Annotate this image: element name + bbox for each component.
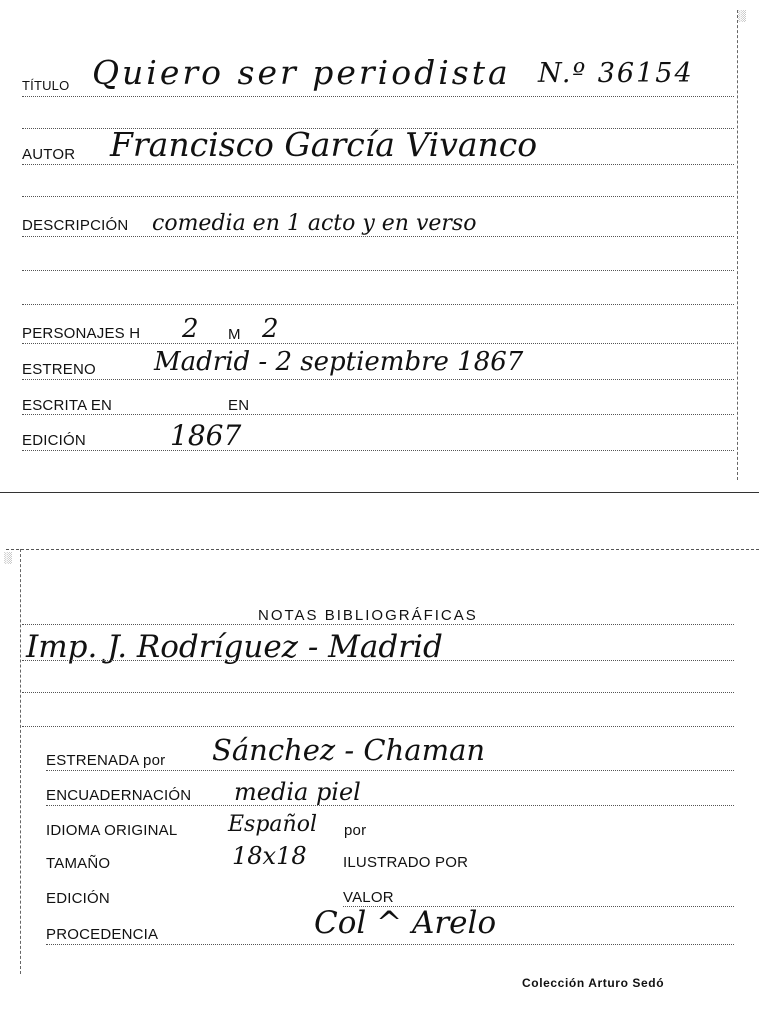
en-label: EN	[228, 397, 250, 414]
edicion-line	[22, 450, 734, 451]
personajes-label: PERSONAJES H	[22, 325, 141, 342]
procedencia-line	[46, 944, 734, 945]
escrita-line	[22, 414, 734, 415]
personajes-line	[22, 343, 734, 344]
titulo-line	[22, 96, 734, 97]
tamano-value: 18x18	[232, 842, 307, 870]
estreno-line	[22, 379, 734, 380]
card-left-edge	[20, 549, 21, 974]
estreno-value: Madrid - 2 septiembre 1867	[154, 347, 524, 377]
ruled-line	[22, 196, 734, 197]
autor-line	[22, 164, 734, 165]
ruled-line	[22, 270, 734, 271]
ilustrado-label: ILUSTRADO POR	[343, 854, 469, 871]
paper-specks: ░	[738, 10, 747, 22]
estrenada-label: ESTRENADA por	[46, 752, 166, 769]
titulo-value: Quiero ser periodista	[92, 53, 511, 92]
personajes-m-label: M	[228, 326, 241, 343]
paper-specks: ░	[4, 552, 13, 564]
estrenada-value: Sánchez - Chaman	[212, 733, 486, 767]
estrenada-line	[46, 770, 734, 771]
procedencia-value: Col ^ Arelo	[314, 905, 497, 941]
ruled-line	[22, 692, 734, 693]
personajes-h-value: 2	[182, 314, 199, 344]
encuadernacion-line	[46, 805, 734, 806]
ruled-line	[22, 660, 734, 661]
encuadernacion-label: ENCUADERNACIÓN	[46, 787, 192, 804]
por-label: por	[344, 822, 367, 839]
collection-footer: Colección Arturo Sedó	[522, 976, 665, 990]
notas-heading-line	[22, 624, 734, 625]
edicion-value: 1867	[170, 419, 242, 452]
ruled-line	[22, 726, 734, 727]
autor-value: Francisco García Vivanco	[110, 125, 538, 164]
autor-label: AUTOR	[22, 146, 76, 163]
personajes-m-value: 2	[262, 314, 279, 344]
numero-value: N.º 36154	[538, 58, 694, 89]
estreno-label: ESTRENO	[22, 361, 96, 378]
descripcion-label: DESCRIPCIÓN	[22, 217, 129, 234]
edicion-label: EDICIÓN	[22, 432, 86, 449]
catalog-card-bottom	[0, 494, 759, 1028]
idioma-value: Español	[228, 812, 317, 837]
card-top-edge	[6, 549, 759, 550]
notas-value: Imp. J. Rodríguez - Madrid	[26, 629, 443, 665]
card-separator	[0, 492, 759, 493]
descripcion-line	[22, 236, 734, 237]
descripcion-value: comedia en 1 acto y en verso	[152, 211, 477, 236]
encuadernacion-value: media piel	[234, 778, 361, 806]
procedencia-label: PROCEDENCIA	[46, 926, 159, 943]
catalog-card-top	[0, 0, 759, 493]
ruled-line	[22, 304, 734, 305]
titulo-label: TÍTULO	[22, 78, 70, 93]
escrita-en-label: ESCRITA EN	[22, 397, 113, 414]
edicion-label-bottom: EDICIÓN	[46, 890, 110, 907]
card-right-edge	[737, 10, 738, 480]
valor-label: VALOR	[343, 889, 394, 906]
tamano-label: TAMAÑO	[46, 855, 111, 872]
notas-heading: NOTAS BIBLIOGRÁFICAS	[258, 607, 478, 624]
idioma-label: IDIOMA ORIGINAL	[46, 822, 178, 839]
